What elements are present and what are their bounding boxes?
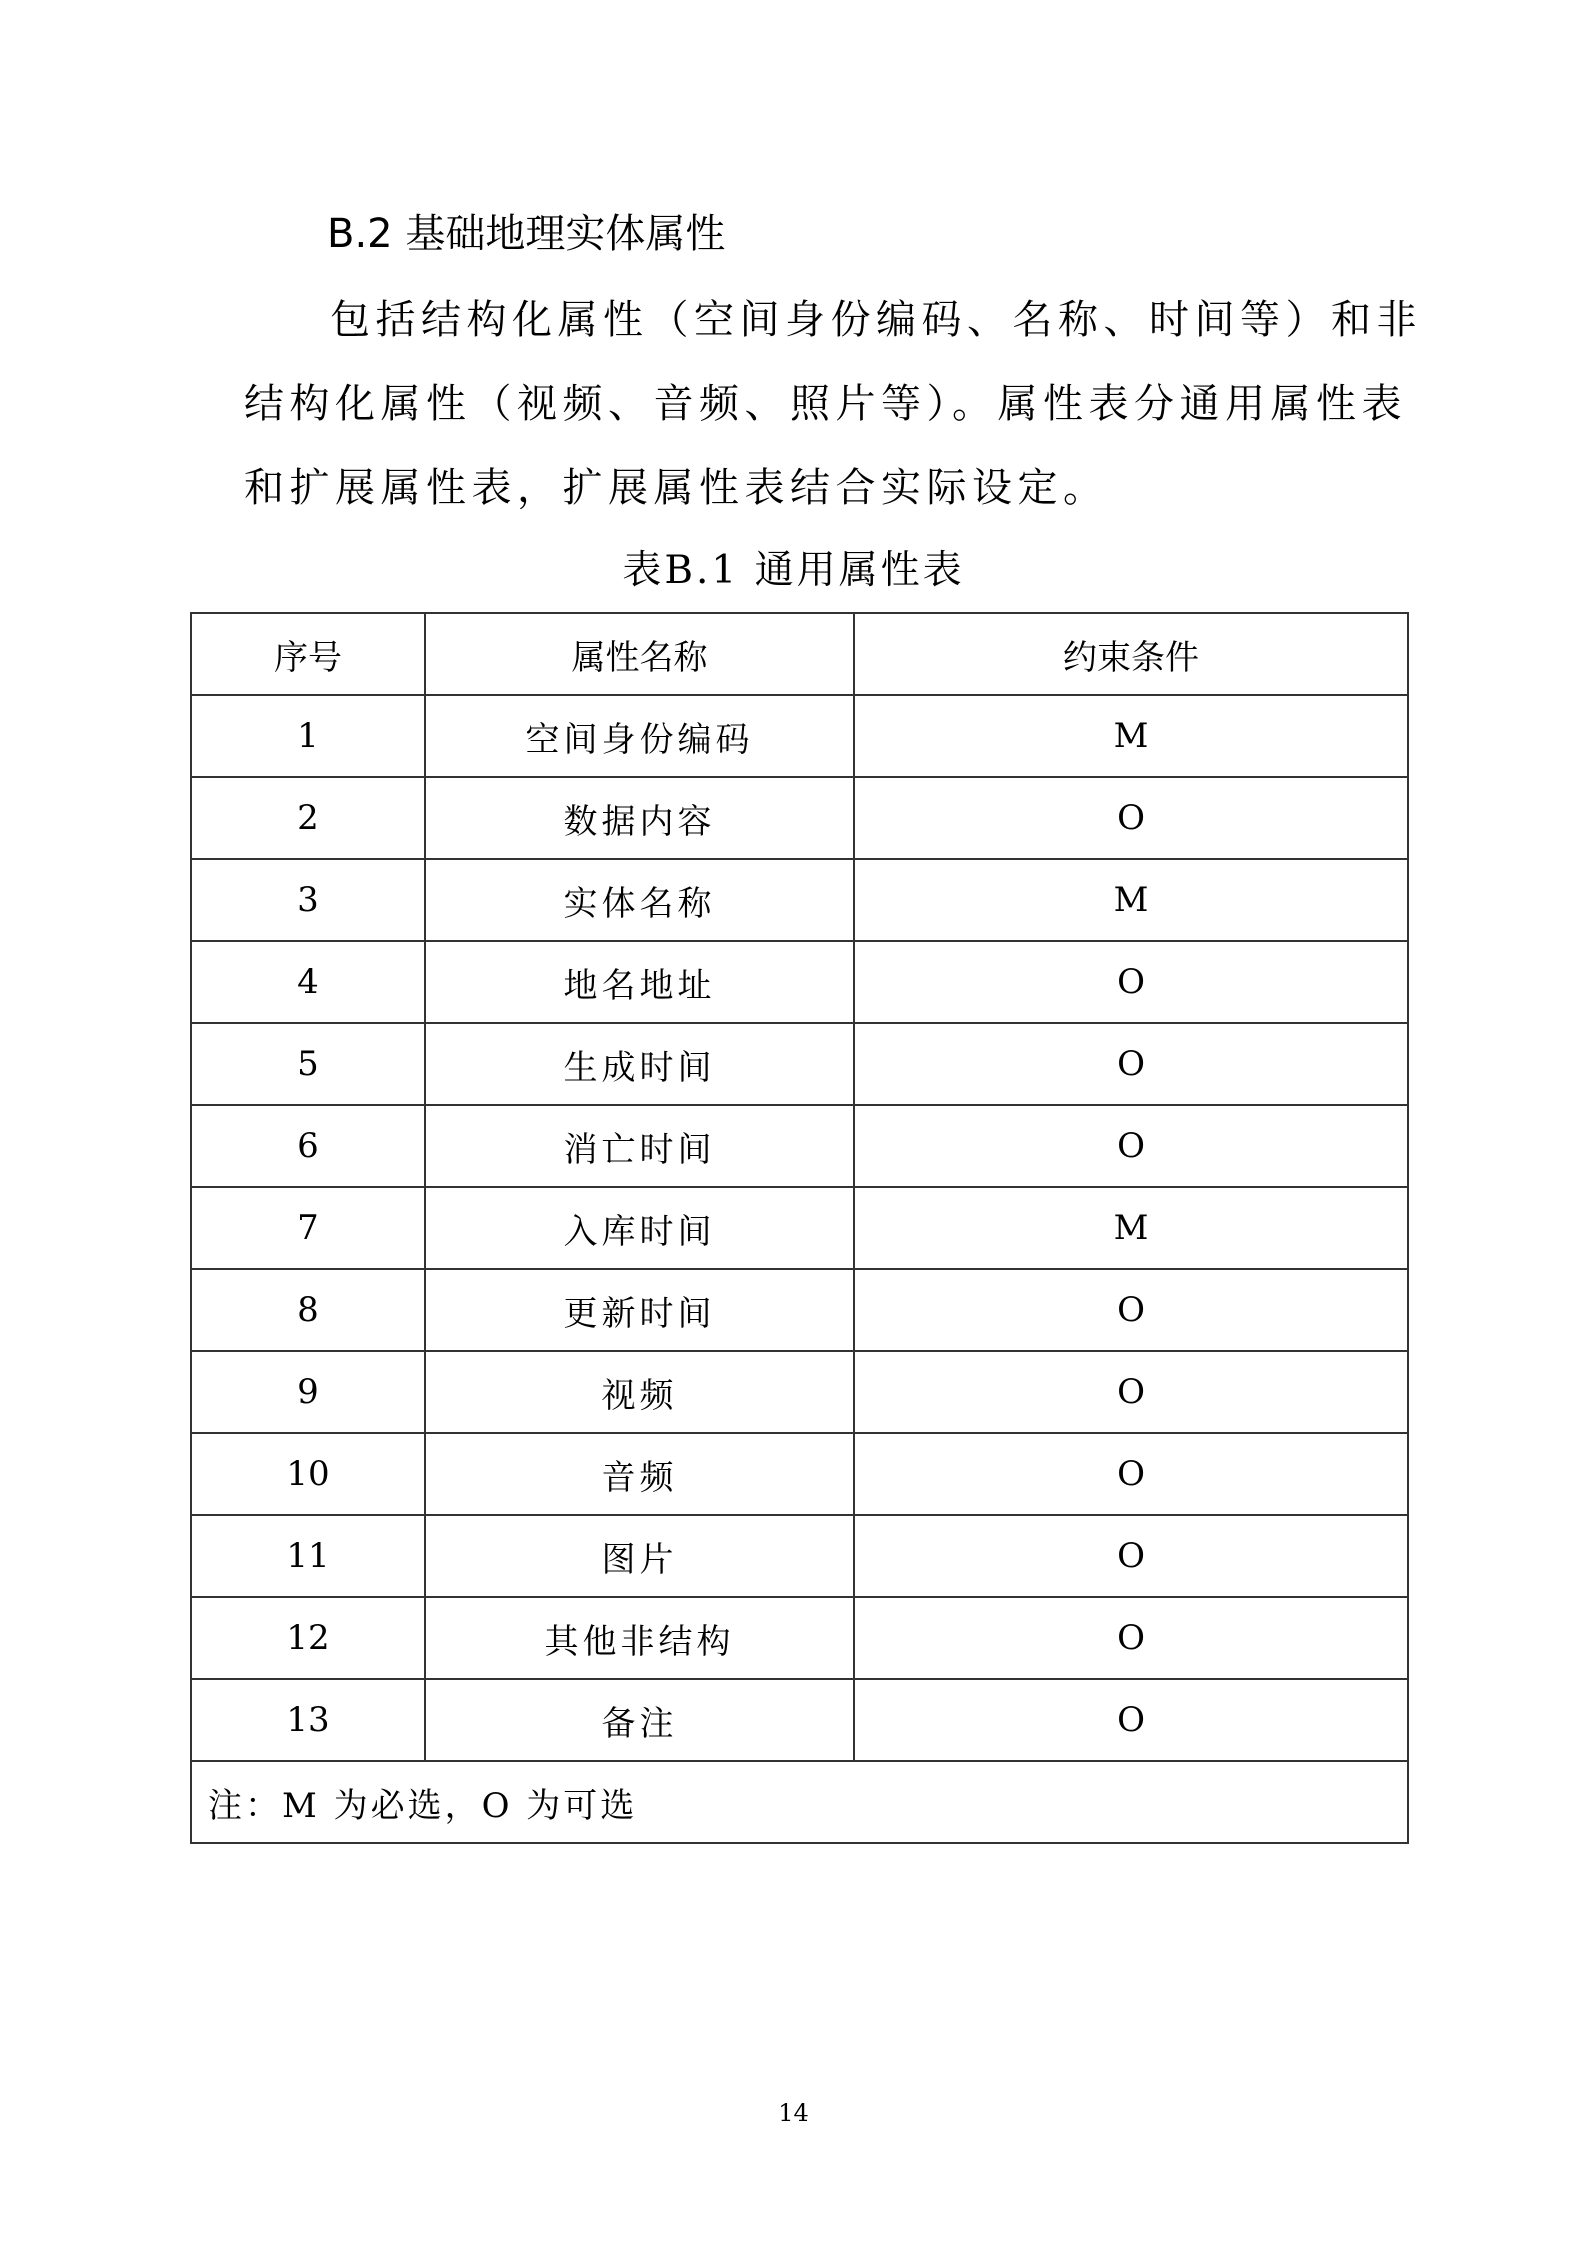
table-row — [191, 1597, 1408, 1679]
cell-constraint: O — [854, 1351, 1408, 1433]
cell-serial: 8 — [191, 1269, 425, 1351]
table-row — [191, 1679, 1408, 1761]
cell-constraint: M — [854, 1187, 1408, 1269]
table-body — [191, 695, 1408, 1761]
cell-serial: 7 — [191, 1187, 425, 1269]
cell-serial: 12 — [191, 1597, 425, 1679]
table-header-row — [191, 613, 1408, 695]
paragraph-line-3: 和扩展属性表，扩展属性表结合实际设定。 — [244, 465, 1109, 511]
page-number: 14 — [778, 2099, 809, 2127]
cell-constraint: M — [854, 859, 1408, 941]
table-row — [191, 1023, 1408, 1105]
cell-constraint: O — [854, 1023, 1408, 1105]
cell-attribute-name: 备注 — [425, 1679, 854, 1761]
table-row — [191, 1105, 1408, 1187]
cell-serial: 11 — [191, 1515, 425, 1597]
cell-attribute-name: 实体名称 — [425, 859, 854, 941]
cell-constraint: O — [854, 1269, 1408, 1351]
cell-serial: 6 — [191, 1105, 425, 1187]
cell-serial: 2 — [191, 777, 425, 859]
cell-serial: 9 — [191, 1351, 425, 1433]
cell-attribute-name: 入库时间 — [425, 1187, 854, 1269]
table-row — [191, 1187, 1408, 1269]
paragraph-line-2: 结构化属性（视频、音频、照片等）。属性表分通用属性表 — [244, 381, 1407, 427]
cell-attribute-name: 其他非结构 — [425, 1597, 854, 1679]
cell-constraint: O — [854, 1597, 1408, 1679]
cell-attribute-name: 生成时间 — [425, 1023, 854, 1105]
header-serial: 序号 — [191, 613, 425, 695]
cell-attribute-name: 视频 — [425, 1351, 854, 1433]
cell-constraint: O — [854, 1433, 1408, 1515]
paragraph-line-1: 包括结构化属性（空间身份编码、名称、时间等）和非 — [330, 297, 1422, 343]
cell-serial: 13 — [191, 1679, 425, 1761]
cell-constraint: M — [854, 695, 1408, 777]
cell-attribute-name: 空间身份编码 — [425, 695, 854, 777]
cell-constraint: O — [854, 1515, 1408, 1597]
cell-serial: 3 — [191, 859, 425, 941]
table-row — [191, 1351, 1408, 1433]
table-row — [191, 777, 1408, 859]
table-row — [191, 1433, 1408, 1515]
cell-attribute-name: 图片 — [425, 1515, 854, 1597]
table-row — [191, 941, 1408, 1023]
section-heading: B.2 基础地理实体属性 — [327, 211, 726, 257]
cell-serial: 4 — [191, 941, 425, 1023]
cell-constraint: O — [854, 1105, 1408, 1187]
table-note: 注：M 为必选，O 为可选 — [191, 1761, 1408, 1843]
header-attribute-name: 属性名称 — [425, 613, 854, 695]
cell-constraint: O — [854, 777, 1408, 859]
table-caption: 表B.1 通用属性表 — [622, 548, 965, 593]
cell-serial: 10 — [191, 1433, 425, 1515]
header-constraint: 约束条件 — [854, 613, 1408, 695]
attribute-table — [190, 612, 1409, 1844]
table-row — [191, 859, 1408, 941]
table-row — [191, 1269, 1408, 1351]
cell-attribute-name: 数据内容 — [425, 777, 854, 859]
cell-constraint: O — [854, 1679, 1408, 1761]
cell-attribute-name: 地名地址 — [425, 941, 854, 1023]
table-row — [191, 1515, 1408, 1597]
cell-attribute-name: 更新时间 — [425, 1269, 854, 1351]
cell-serial: 1 — [191, 695, 425, 777]
cell-constraint: O — [854, 941, 1408, 1023]
table-note-row — [191, 1761, 1408, 1843]
cell-serial: 5 — [191, 1023, 425, 1105]
cell-attribute-name: 音频 — [425, 1433, 854, 1515]
cell-attribute-name: 消亡时间 — [425, 1105, 854, 1187]
table-row — [191, 695, 1408, 777]
